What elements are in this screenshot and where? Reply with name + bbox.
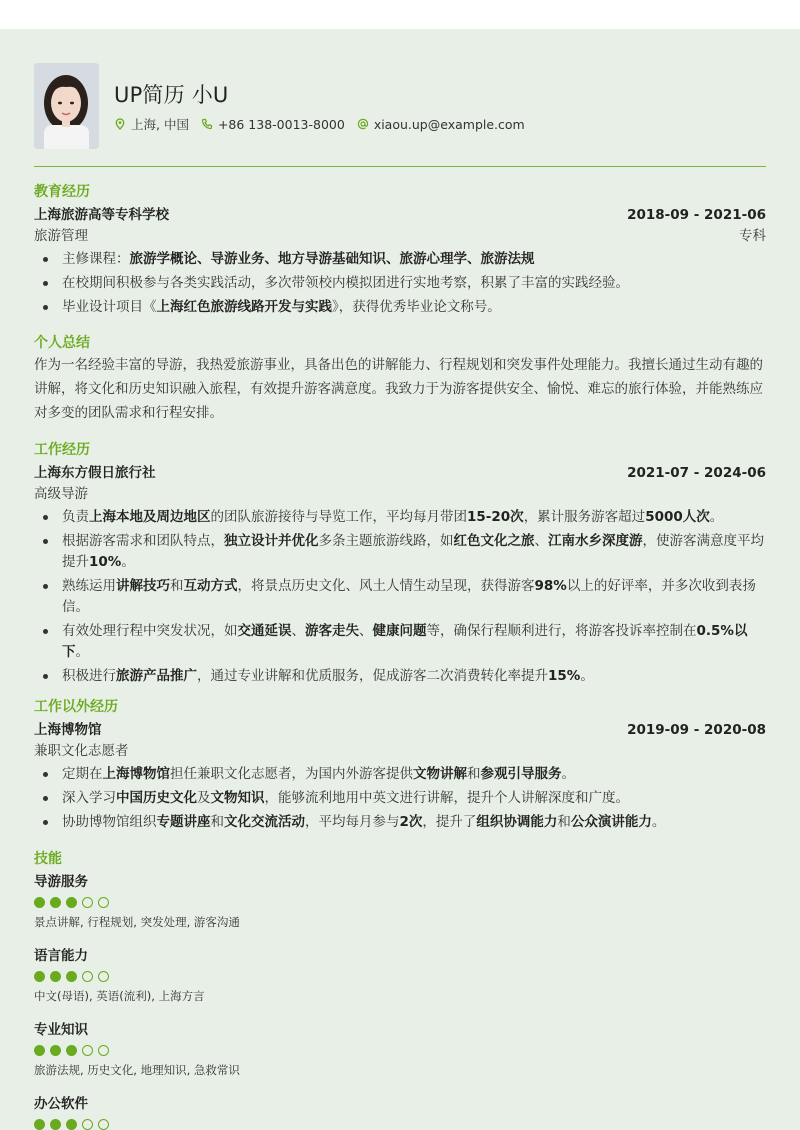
location-text: 上海, 中国	[131, 117, 189, 132]
list-item: 协助博物馆组织专题讲座和文化交流活动，平均每月参与2次，提升了组织协调能力和公众演讲能力。	[34, 812, 766, 833]
empty-dot-icon	[82, 1119, 93, 1130]
skill-item	[34, 1092, 766, 1130]
location-item	[114, 115, 189, 133]
work-dates: 2021-07 - 2024-06	[627, 465, 766, 481]
skill-item	[34, 1018, 766, 1078]
section-title-education: 教育经历	[34, 184, 90, 200]
email-item	[357, 117, 525, 132]
list-item: 深入学习中国历史文化及文物知识，能够流利地用中英文进行讲解，提升个人讲解深度和广度。	[34, 788, 766, 809]
filled-dot-icon	[34, 971, 45, 982]
section-title-summary: 个人总结	[34, 335, 90, 351]
filled-dot-icon	[50, 971, 61, 982]
skill-level-dots	[34, 1045, 766, 1056]
company-name: 上海东方假日旅行社	[34, 465, 156, 481]
top-bar	[0, 0, 800, 29]
empty-dot-icon	[98, 971, 109, 982]
volunteer-role: 兼职文化志愿者	[34, 743, 129, 759]
contact-info	[114, 115, 537, 133]
list-item: 负责上海本地及周边地区的团队旅游接待与导览工作，平均每月带团15-20次，累计服务游客超过5000人次。	[34, 507, 766, 528]
filled-dot-icon	[34, 1045, 45, 1056]
skill-description: 景点讲解, 行程规划, 突发处理, 游客沟通	[34, 915, 240, 929]
phone-item	[201, 117, 345, 132]
filled-dot-icon	[66, 897, 77, 908]
resume-page	[0, 29, 800, 1130]
filled-dot-icon	[66, 1119, 77, 1130]
section-title-skills: 技能	[34, 851, 62, 867]
resume-header	[34, 63, 766, 149]
org-name: 上海博物馆	[34, 722, 102, 738]
skill-name: 导游服务	[34, 874, 88, 890]
degree: 专科	[739, 228, 766, 244]
skill-level-dots	[34, 897, 766, 908]
location-pin-icon	[114, 118, 126, 130]
skill-level-dots	[34, 1119, 766, 1130]
empty-dot-icon	[98, 897, 109, 908]
skill-name: 专业知识	[34, 1022, 88, 1038]
list-item: 熟练运用讲解技巧和互动方式，将景点历史文化、风土人情生动呈现，获得游客98%以上的好评率，并多次收到表扬信。	[34, 576, 766, 618]
header-divider	[34, 166, 766, 167]
other-experience-section	[34, 696, 766, 836]
filled-dot-icon	[50, 897, 61, 908]
education-bullets	[34, 249, 766, 318]
section-title-other: 工作以外经历	[34, 699, 118, 715]
empty-dot-icon	[82, 1045, 93, 1056]
job-role: 高级导游	[34, 486, 88, 502]
list-item: 有效处理行程中突发状况，如交通延误、游客走失、健康问题等，确保行程顺利进行，将游客投诉率控制在0.5%以下。	[34, 621, 766, 663]
empty-dot-icon	[82, 897, 93, 908]
empty-dot-icon	[98, 1045, 109, 1056]
skills-section	[34, 848, 766, 1130]
empty-dot-icon	[82, 971, 93, 982]
skill-description: 旅游法规, 历史文化, 地理知识, 急救常识	[34, 1063, 240, 1077]
skill-level-dots	[34, 971, 766, 982]
section-title-work: 工作经历	[34, 442, 90, 458]
education-section	[34, 181, 766, 321]
list-item: 根据游客需求和团队特点，独立设计并优化多条主题旅游线路，如红色文化之旅、江南水乡深度游，使游客满意度平均提升10%。	[34, 531, 766, 573]
filled-dot-icon	[66, 1045, 77, 1056]
filled-dot-icon	[50, 1119, 61, 1130]
at-sign-icon	[357, 118, 369, 130]
filled-dot-icon	[34, 1119, 45, 1130]
skill-item	[34, 870, 766, 930]
list-item: 在校期间积极参与各类实践活动，多次带领校内模拟团进行实地考察，积累了丰富的实践经验。	[34, 273, 766, 294]
avatar	[34, 63, 99, 149]
filled-dot-icon	[34, 897, 45, 908]
work-bullets	[34, 507, 766, 687]
skill-name: 语言能力	[34, 948, 88, 964]
other-bullets	[34, 764, 766, 833]
email-text: xiaou.up@example.com	[373, 116, 525, 132]
filled-dot-icon	[50, 1045, 61, 1056]
education-dates: 2018-09 - 2021-06	[627, 207, 766, 223]
list-item: 积极进行旅游产品推广，通过专业讲解和优质服务，促成游客二次消费转化率提升15%。	[34, 666, 766, 687]
work-section	[34, 439, 766, 690]
major: 旅游管理	[34, 228, 88, 244]
skills-list	[34, 870, 766, 1130]
phone-text: +86 138-0013-8000	[217, 116, 345, 132]
filled-dot-icon	[66, 971, 77, 982]
summary-text: 作为一名经验丰富的导游，我热爱旅游事业，具备出色的讲解能力、行程规划和突发事件处理能力。我擅长通过生动有趣的讲解，将文化和历史知识融入旅程，有效提升游客满意度。我致力于为游客提供安全、愉悦、难忘的旅行体验，并能熟练应对多变的团队需求和行程安排。	[34, 357, 763, 421]
summary-section	[34, 332, 766, 425]
phone-icon	[201, 118, 213, 130]
skill-name: 办公软件	[34, 1096, 88, 1112]
candidate-name: UP简历 小U	[114, 83, 229, 107]
school-name: 上海旅游高等专科学校	[34, 207, 169, 223]
empty-dot-icon	[98, 1119, 109, 1130]
list-item: 定期在上海博物馆担任兼职文化志愿者，为国内外游客提供文物讲解和参观引导服务。	[34, 764, 766, 785]
other-dates: 2019-09 - 2020-08	[627, 722, 766, 738]
list-item: 主修课程：旅游学概论、导游业务、地方导游基础知识、旅游心理学、旅游法规	[34, 249, 766, 270]
skill-item	[34, 944, 766, 1004]
list-item: 毕业设计项目《上海红色旅游线路开发与实践》，获得优秀毕业论文称号。	[34, 297, 766, 318]
skill-description: 中文(母语), 英语(流利), 上海方言	[34, 989, 205, 1003]
